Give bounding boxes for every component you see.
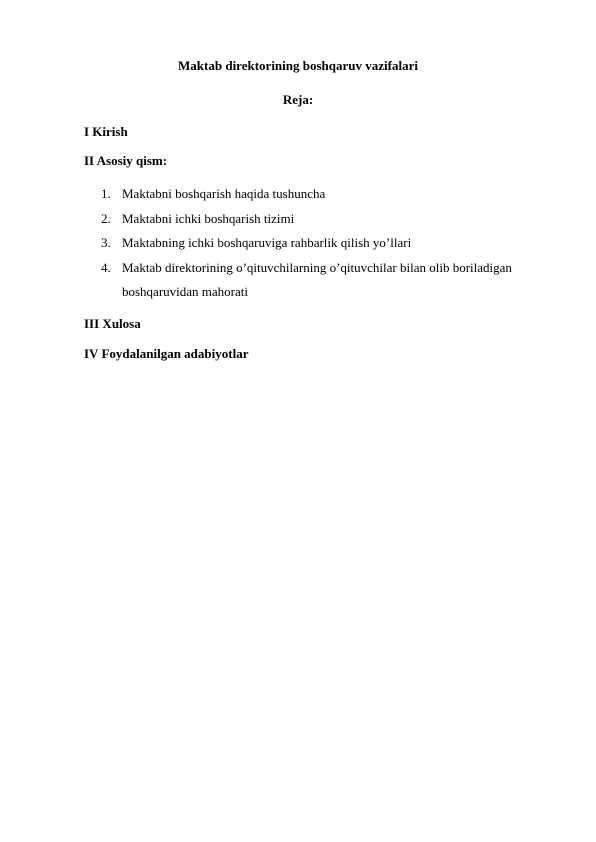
section-intro: I Kirish (84, 124, 128, 139)
list-item-text: Maktabni ichki boshqarish tizimi (122, 211, 295, 226)
list-item-text-continuation: boshqaruvidan mahorati (122, 284, 248, 299)
list-item-text: Maktabning ichki boshqaruviga rahbarlik qilish yo’llari (122, 235, 412, 250)
list-item-number: 4. (101, 260, 111, 275)
section-main: II Asosiy qism: (84, 153, 168, 168)
list-item-number: 3. (101, 235, 111, 250)
list-item-number: 2. (101, 211, 111, 226)
section-conclusion: III Xulosa (84, 316, 141, 331)
document-title: Maktab direktorining boshqaruv vazifalari (178, 58, 418, 73)
list-item-text: Maktabni boshqarish haqida tushuncha (122, 186, 326, 201)
plan-heading: Reja: (282, 92, 314, 107)
list-item-number: 1. (101, 186, 111, 201)
section-references: IV Foydalanilgan adabiyotlar (84, 346, 249, 361)
list-item-text: Maktab direktorining o’qituvchilarning o’qituvchilar bilan olib boriladigan (122, 260, 512, 275)
